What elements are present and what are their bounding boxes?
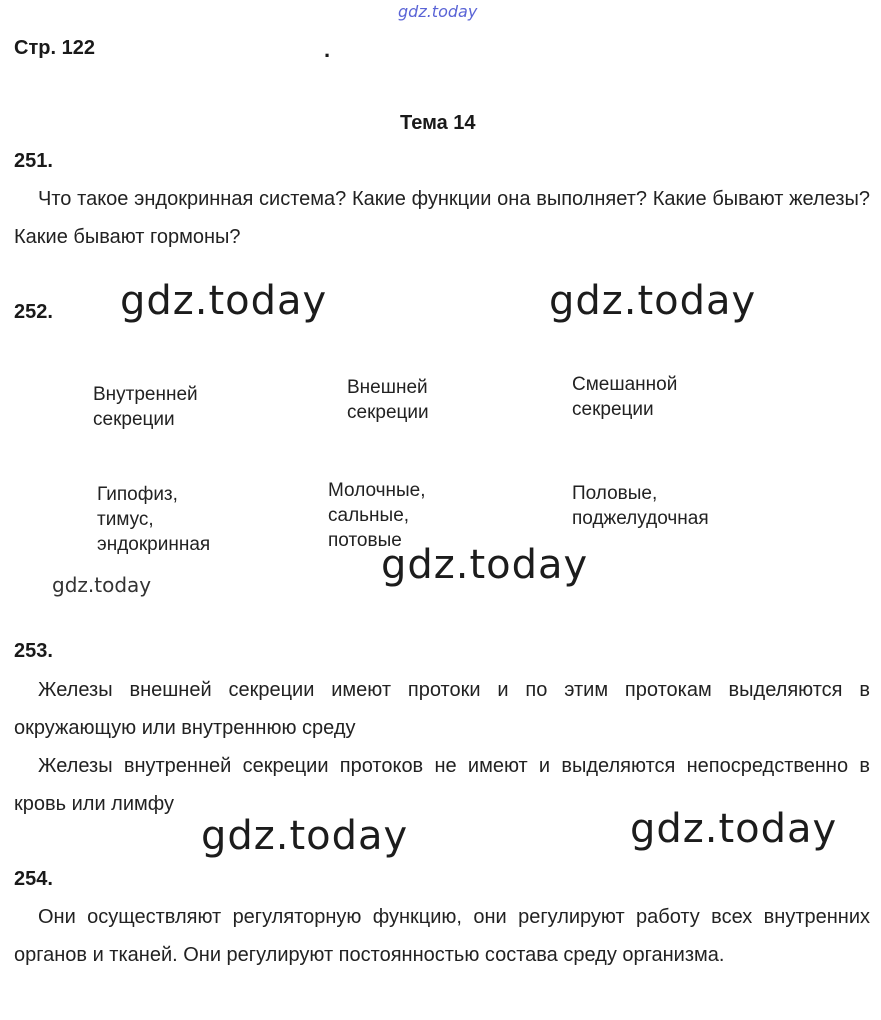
watermark-5: gdz.today bbox=[201, 813, 409, 859]
task-251-text: Что такое эндокринная система? Какие функции она выполняет? Какие бывают железы? Какие бывают гормоны? bbox=[14, 188, 870, 248]
page-dot: . bbox=[324, 37, 331, 62]
gland-category-mixed: Смешанной секреции bbox=[572, 374, 678, 420]
watermark-1: gdz.today bbox=[120, 278, 328, 324]
gland-category-external: Внешней секреции bbox=[347, 377, 429, 423]
task-254-number: 254. bbox=[14, 868, 53, 890]
gland-examples-external: Молочные, сальные, потовые bbox=[328, 480, 426, 551]
topic-title: Тема 14 bbox=[400, 112, 476, 134]
page-number: Стр. 122 bbox=[14, 37, 95, 59]
gland-category-internal: Внутренней секреции bbox=[93, 384, 198, 430]
watermark-top: gdz.today bbox=[398, 2, 478, 21]
task-253-paragraph-1: Железы внешней секреции имеют протоки и по этим протокам выделяются в окружающую или внутреннюю среду bbox=[14, 679, 870, 739]
gland-examples-mixed: Половые, поджелудочная bbox=[572, 483, 709, 529]
task-254-text: Они осуществляют регуляторную функцию, они регулируют работу всех внутренних органов и тканей. Они регулируют постоянностью состава среду организма. bbox=[14, 906, 870, 966]
task-253-number: 253. bbox=[14, 640, 53, 662]
task-253-paragraph-2: Железы внутренней секреции протоков не имеют и выделяются непосредственно в кровь или лимфу bbox=[14, 755, 870, 815]
gland-examples-internal: Гипофиз, тимус, эндокринная bbox=[97, 484, 211, 555]
watermark-4: gdz.today bbox=[52, 573, 152, 597]
watermark-6: gdz.today bbox=[630, 806, 838, 852]
task-251-number: 251. bbox=[14, 150, 53, 172]
watermark-3: gdz.today bbox=[381, 542, 589, 588]
watermark-2: gdz.today bbox=[549, 278, 757, 324]
task-252-number: 252. bbox=[14, 301, 53, 323]
